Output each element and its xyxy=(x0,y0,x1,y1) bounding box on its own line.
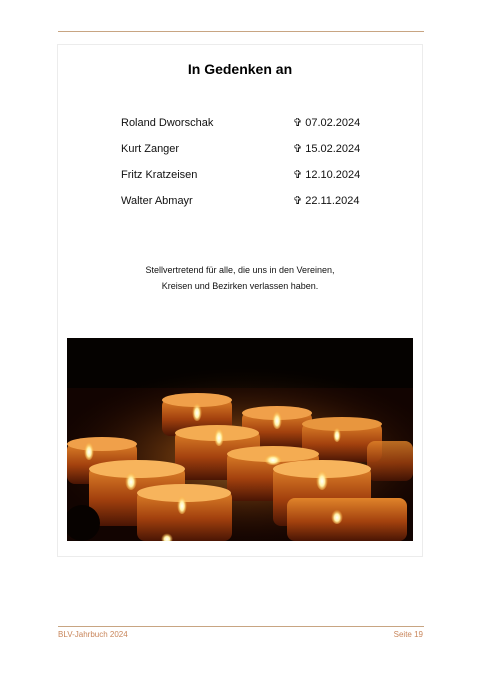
death-date xyxy=(293,168,360,182)
deceased-name: Kurt Zanger xyxy=(121,143,180,155)
dedication-line-2: Kreisen und Bezirken verlassen haben. xyxy=(161,281,319,291)
footer-publication: BLV-Jahrbuch 2024 xyxy=(58,630,128,639)
header-rule xyxy=(58,31,424,32)
footer-rule xyxy=(58,626,424,627)
death-date-value: 07.02.2024 xyxy=(305,117,361,129)
death-date-value: 12.10.2024 xyxy=(305,169,361,181)
deceased-name: Walter Abmayr xyxy=(121,195,193,207)
cross-icon: ✞ xyxy=(293,195,303,207)
deceased-row xyxy=(121,116,371,142)
cross-icon: ✞ xyxy=(293,169,303,181)
death-date xyxy=(293,116,360,130)
deceased-row xyxy=(121,194,371,220)
death-date xyxy=(293,142,360,156)
candles-photo xyxy=(67,338,413,541)
death-date xyxy=(293,194,359,208)
deceased-name: Fritz Kratzeisen xyxy=(121,169,198,181)
deceased-row xyxy=(121,142,371,168)
deceased-row xyxy=(121,168,371,194)
footer-page-number: Seite 19 xyxy=(393,630,423,639)
dedication-line-1: Stellvertretend für alle, die uns in den Vereinen, xyxy=(145,265,335,275)
page-title: In Gedenken an xyxy=(187,61,293,77)
death-date-value: 22.11.2024 xyxy=(305,195,360,207)
deceased-name: Roland Dworschak xyxy=(121,117,214,129)
dedication-text xyxy=(100,262,380,294)
cross-icon: ✞ xyxy=(293,117,303,129)
deceased-list xyxy=(121,116,371,220)
death-date-value: 15.02.2024 xyxy=(305,143,361,155)
candles-image xyxy=(67,338,413,541)
cross-icon: ✞ xyxy=(293,143,303,155)
